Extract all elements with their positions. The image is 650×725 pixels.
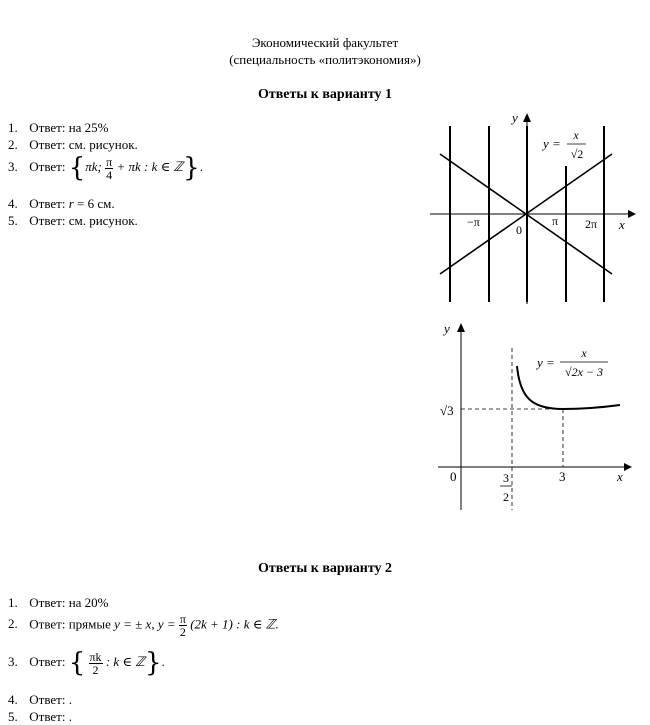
x-axis-arrow xyxy=(628,210,636,218)
faculty-title: Экономический факультет xyxy=(251,35,399,50)
list-item: 2. Ответ: см. рисунок. xyxy=(8,137,138,152)
tick-neg-pi: −π xyxy=(467,215,480,229)
list-item: 4. Ответ: r = 6 см. xyxy=(8,196,115,211)
y-axis-arrow xyxy=(523,113,531,122)
function-label: y = xyxy=(543,136,561,151)
function-denominator: √2 xyxy=(570,147,584,161)
origin-label: 0 xyxy=(516,223,522,237)
x-axis-label: x xyxy=(619,217,625,232)
tick-sqrt3: √3 xyxy=(440,403,454,418)
specialty-subtitle: (специальность «политэкономия») xyxy=(229,52,421,67)
variant2-title: Ответы к варианту 2 xyxy=(257,561,393,576)
x-axis-label: x xyxy=(617,469,623,484)
left-brace: { xyxy=(68,648,86,678)
tick-3: 3 xyxy=(559,469,566,484)
y-axis-label: y xyxy=(512,110,518,125)
origin-label: 0 xyxy=(450,469,457,484)
tick-2pi: 2π xyxy=(585,217,598,231)
y-axis-label: y xyxy=(444,321,450,336)
right-brace: } xyxy=(144,648,162,678)
function-numerator: x xyxy=(573,128,579,142)
list-item: 2. Ответ: прямые y = ± x, y = $\frac{\pi}{2}$ (2k + 1) : k ∈ ℤ. xyxy=(8,612,279,639)
left-brace: { xyxy=(68,153,86,183)
y-axis-arrow xyxy=(457,323,465,332)
tick-pi: π xyxy=(552,214,559,228)
graph-lines-figure xyxy=(420,108,640,308)
function-denominator: √2x − 3 xyxy=(564,365,604,379)
graph-curve-figure xyxy=(420,318,640,518)
fraction: $\frac{\pi k}{2}$ xyxy=(89,649,102,677)
fraction: $\frac{\pi}{2}$ xyxy=(179,612,186,639)
tick-frac-numerator: 3 xyxy=(503,471,509,485)
right-brace: } xyxy=(183,153,200,183)
function-label: y = xyxy=(537,355,555,370)
list-item: 4. Ответ: . xyxy=(8,692,72,707)
list-item: 1. Ответ: на 25% xyxy=(8,120,109,135)
x-axis-arrow xyxy=(624,463,632,471)
function-numerator: x xyxy=(581,346,587,360)
list-item: 5. Ответ: см. рисунок. xyxy=(8,213,138,228)
list-item: 3. Ответ: { $\frac{\pi k}{2}$ : k ∈ ℤ}. xyxy=(8,648,165,678)
tick-frac-denominator: 2 xyxy=(503,490,509,504)
list-item: 1. Ответ: на 20% xyxy=(8,595,109,610)
list-item: 5. Ответ: . xyxy=(8,709,72,724)
variant1-title: Ответы к варианту 1 xyxy=(257,87,393,102)
list-item: 3. Ответ: {πk; $\frac{\pi}{4}$ + πk : k ∈ ℤ}. xyxy=(8,153,203,183)
fraction: $\frac{\pi}{4}$ xyxy=(106,154,113,182)
